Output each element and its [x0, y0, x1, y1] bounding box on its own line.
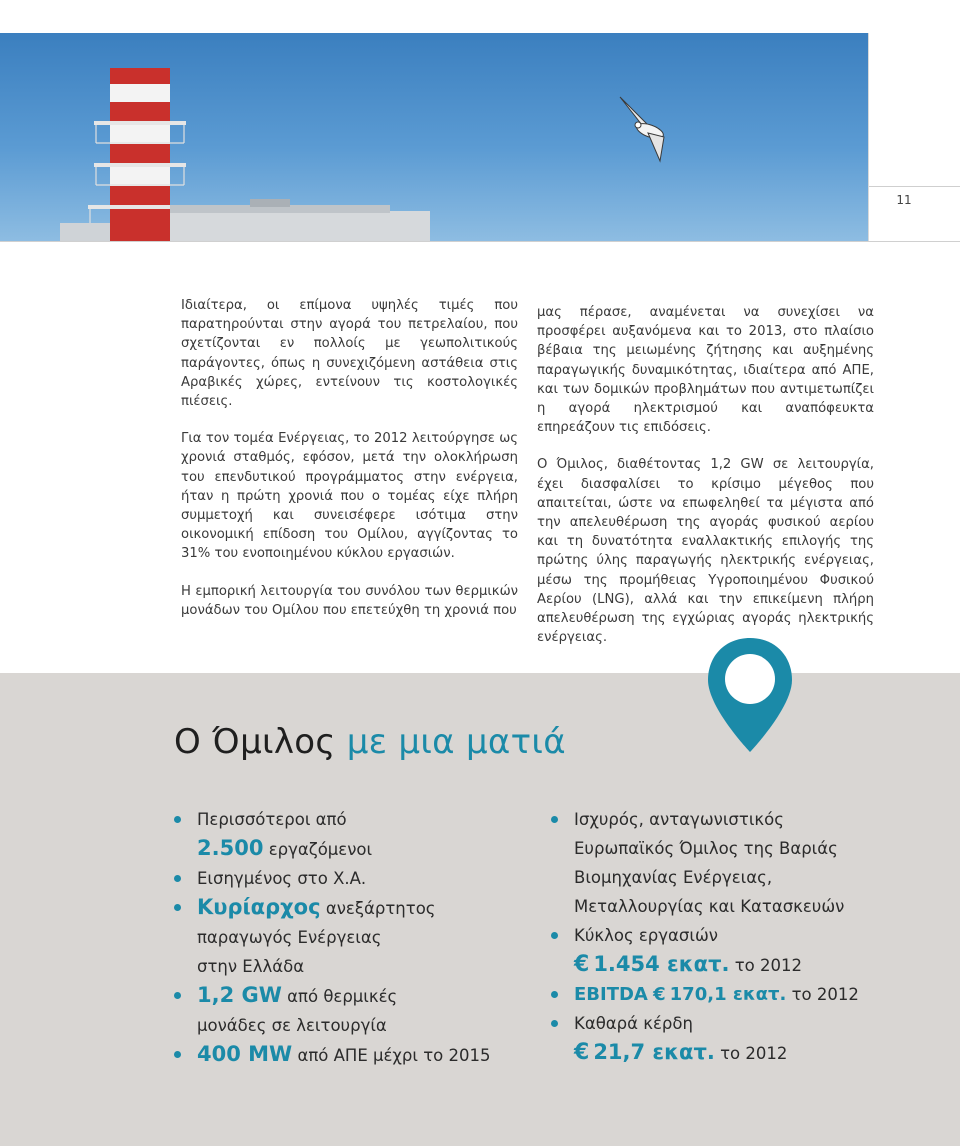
- list-item-text: το 2012: [720, 1044, 788, 1063]
- list-item-text: στην Ελλάδα: [197, 957, 305, 976]
- section-title-plain: Ο Όμιλος: [174, 722, 336, 762]
- list-item: [551, 921, 859, 980]
- page-tab-divider: [869, 186, 960, 187]
- list-item-text: Περισσότεροι από: [197, 810, 347, 829]
- list-item-line: [197, 893, 491, 923]
- list-item-text: παραγωγός Ενέργειας: [197, 928, 382, 947]
- header-rule: [0, 241, 960, 242]
- list-item-line: [197, 834, 491, 864]
- list-item-text: Καθαρά κέρδη: [574, 1014, 693, 1033]
- highlights-right: [551, 805, 859, 1068]
- section-title: [174, 722, 566, 762]
- list-item: [551, 1009, 859, 1068]
- page-number: 11: [896, 193, 912, 207]
- section-title-accent: με μια ματιά: [346, 722, 566, 762]
- paragraph: Η εμπορική λειτουργία του συνόλου των θερμικών μονάδων του Ομίλου που επετεύχθη τη χρονιά που: [181, 583, 518, 618]
- list-item-text: Εισηγμένος στο Χ.Α.: [197, 869, 367, 888]
- turnover-value: 1.454 εκατ.: [593, 952, 730, 976]
- employees-value: 2.500: [197, 836, 264, 860]
- page-tab: [868, 33, 960, 242]
- list-item: [174, 805, 491, 864]
- euro-icon: €: [653, 984, 666, 1005]
- list-item-line: [197, 1040, 491, 1070]
- list-item-text: εργαζόμενοι: [268, 840, 373, 859]
- list-item-text: το 2012: [734, 956, 802, 975]
- list-item-text: το 2012: [791, 985, 859, 1004]
- list-item: [174, 893, 491, 981]
- list-item: [174, 981, 491, 1040]
- list-item: [551, 980, 859, 1009]
- list-item-line: [574, 980, 859, 1009]
- list-item-text: μονάδες σε λειτουργία: [197, 1016, 387, 1035]
- list-item-text: από θερμικές: [287, 987, 398, 1006]
- map-pin-icon: [705, 636, 795, 754]
- profit-value: 21,7 εκατ.: [593, 1040, 715, 1064]
- list-item: [174, 1040, 491, 1070]
- paragraph: Για τον τομέα Ενέργειας, το 2012 λειτούργησε ως χρονιά σταθμός, εφόσον, μετά την ολοκλήρωση του επενδυτικού προγράμματος στην ενέργεια, ήταν η πρώτη χρονιά που ο τομέας είχε πλήρη συμμετοχή και συνεισέφερε ισότιμα στην οικονομική επίδοση του Ομίλου, αγγίζοντας το 31% του ενοποιημένου κύκλου εργασιών.: [181, 431, 518, 562]
- list-item-line: [574, 1038, 859, 1068]
- euro-icon: €: [574, 1040, 590, 1065]
- paragraph: Ο Όμιλος, διαθέτοντας 1,2 GW σε λειτουργία, έχει διασφαλίσει το κρίσιμο μέγεθος που απαιτείται, ώστε να επωφεληθεί τα μέγιστα από την απελευθέρωση της αγοράς φυσικού αερίου και τη δυνατότητα εναλλακτικής επιλογής της πρώτης ύλης παραγωγής ηλεκτρικής ενέργειας, μέσω της προμήθειας Υγροποιημένου Φυσικού Αερίου (LNG), αλλά και την επικείμενη πλήρη απελευθέρωση της εγχώριας αγοράς ηλεκτρικής ενέργειας.: [537, 457, 874, 646]
- dominant-value: Κυρίαρχος: [197, 895, 321, 919]
- paragraph: μας πέρασε, αναμένεται να συνεχίσει να προσφέρει αυξανόμενα και το 2013, στο πλαίσιο βέβαια της μειωμένης ζήτησης και αυξημένης παραγωγικής δυναμικότητας, ιδιαίτερα από ΑΠΕ, και των δομικών προβλημάτων που αντιμετωπίζει η αγορά ηλεκτρισμού και αναπόφευκτα επηρεάζουν τις επιδόσεις.: [537, 305, 874, 436]
- ebitda-value: 170,1 εκατ.: [669, 984, 787, 1005]
- list-item-text: Βιομηχανίας Ενέργειας,: [574, 868, 773, 887]
- list-item-line: [574, 950, 859, 980]
- list-item: [174, 864, 491, 893]
- list-item-text: Μεταλλουργίας και Κατασκευών: [574, 897, 845, 916]
- list-item-text: από ΑΠΕ μέχρι το 2015: [297, 1046, 491, 1065]
- highlights-left: [174, 805, 491, 1070]
- thermal-value: 1,2 GW: [197, 983, 282, 1007]
- list-item-line: [197, 981, 491, 1011]
- seagull: [620, 97, 665, 161]
- paragraph: Ιδιαίτερα, οι επίμονα υψηλές τιμές που παρατηρούνται στην αγορά του πετρελαίου, που σχετίζονται εν πολλοίς με γεωπολιτικούς παράγοντες, όπως η συνεχιζόμενη αστάθεια στις Αραβικές χώρες, εντείνουν τις κοστολογικές πιέσεις.: [181, 298, 518, 410]
- hero-illustration: [0, 33, 868, 242]
- list-item-text: ανεξάρτητος: [325, 899, 436, 918]
- text-column-right: [537, 303, 874, 665]
- hero-photo: [0, 33, 868, 242]
- list-item-text: Ευρωπαϊκός Όμιλος της Βαριάς: [574, 839, 838, 858]
- text-column-left: [181, 296, 518, 638]
- res-value: 400 MW: [197, 1042, 293, 1066]
- ebitda-label: EBITDA: [574, 984, 648, 1005]
- list-item-text: Ισχυρός, ανταγωνιστικός: [574, 810, 784, 829]
- euro-icon: €: [574, 952, 590, 977]
- list-item-text: Κύκλος εργασιών: [574, 926, 718, 945]
- list-item: [551, 805, 859, 921]
